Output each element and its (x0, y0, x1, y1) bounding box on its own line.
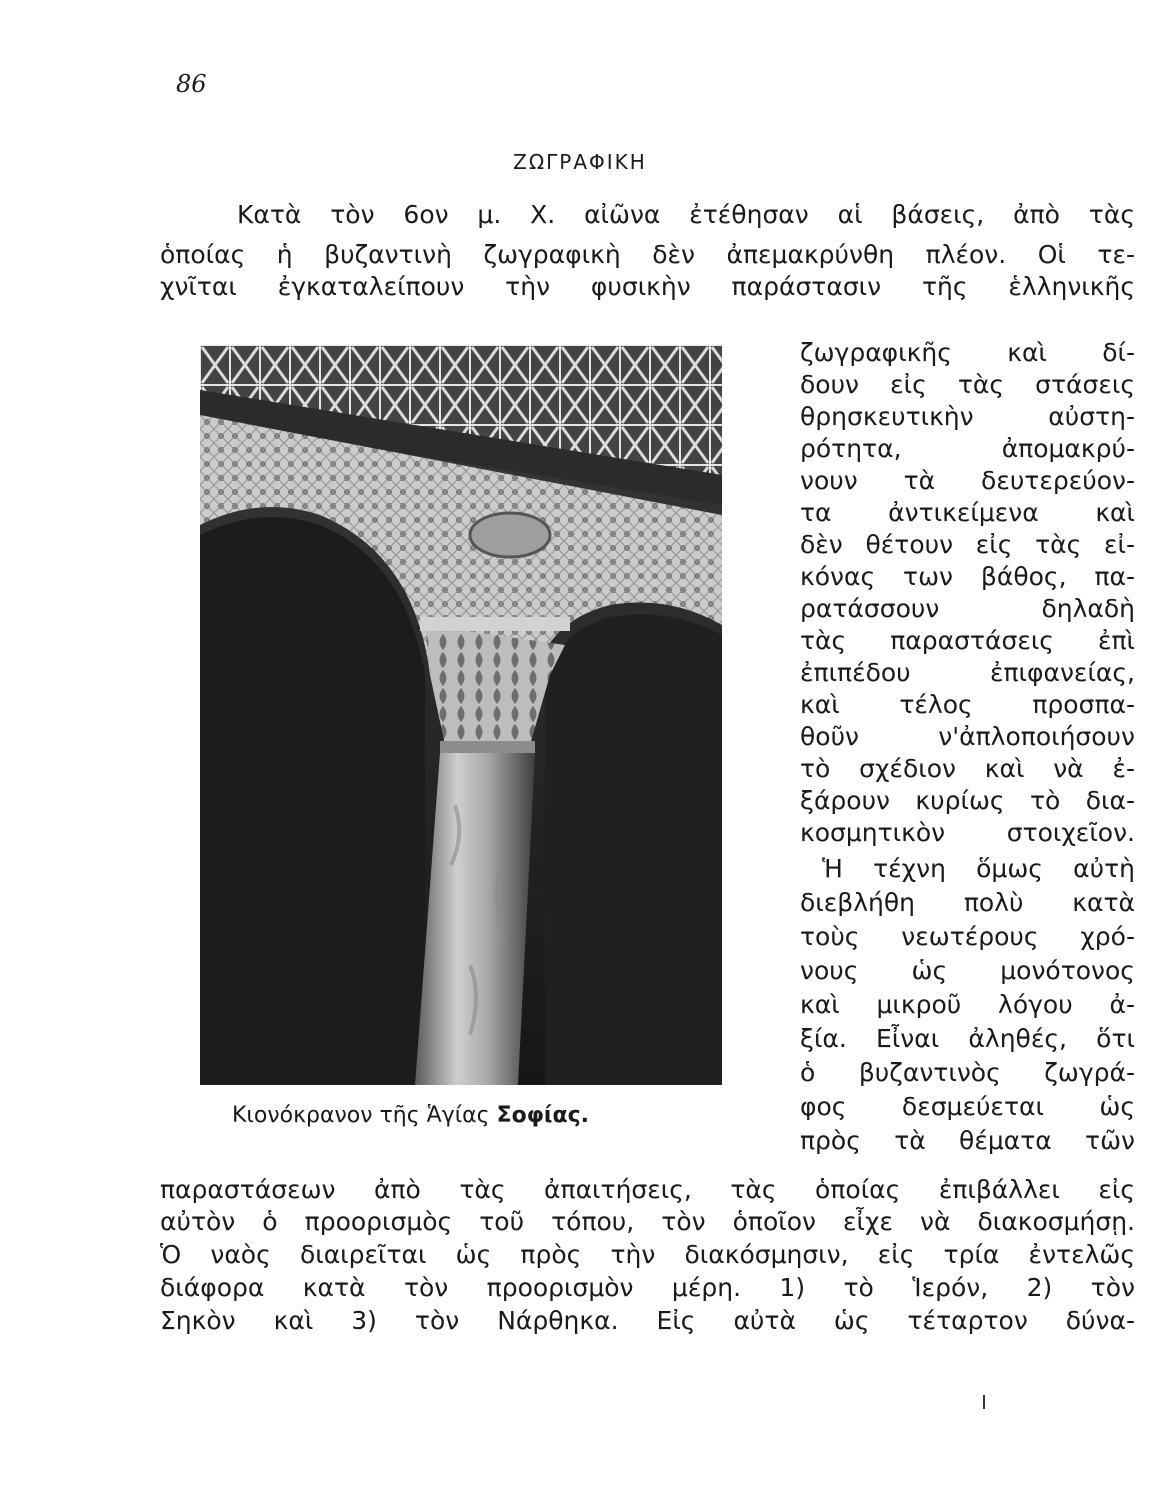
page-number: 86 (176, 70, 207, 98)
column-capital-photo (200, 345, 722, 1085)
body-line: αὐτὸν ὁ προορισμὸς τοῦ τόπου, τὸν ὁποῖον εἶχε νὰ διακοσμήσῃ. (160, 1207, 1135, 1236)
caption-text: Κιονόκρανον τῆς Ἁγίας (232, 1103, 497, 1128)
body-line: κοσμητικὸν στοιχεῖον. (800, 818, 1135, 847)
body-line: τὸ σχέδιον καὶ νὰ ἐ- (800, 754, 1135, 783)
body-line: δὲν θέτουν εἰς τὰς εἰ- (800, 530, 1135, 559)
body-line: τα ἀντικείμενα καὶ (800, 498, 1135, 527)
body-line: ὁ βυζαντινὸς ζωγρά- (800, 1058, 1135, 1087)
body-line: ξία. Εἶναι ἀληθές, ὅτι (800, 1024, 1135, 1053)
body-line: Κατὰ τὸν 6ον μ. Χ. αἰῶνα ἐτέθησαν αἱ βάσεις, ἀπὸ τὰς (237, 200, 1135, 229)
body-line: ζωγραφικῆς καὶ δί- (800, 338, 1135, 367)
body-line: νουν τὰ δευτερεύον- (800, 466, 1135, 495)
body-line: τοὺς νεωτέρους χρό- (800, 922, 1135, 951)
body-line: Ὁ ναὸς διαιρεῖται ὡς πρὸς τὴν διακόσμησιν, εἰς τρία ἐντελῶς (160, 1240, 1135, 1269)
body-line: φος δεσμεύεται ὡς (800, 1092, 1135, 1121)
body-line: καὶ τέλος προσπα- (800, 690, 1135, 719)
body-line: δουν εἰς τὰς στάσεις (800, 370, 1135, 399)
body-line: τὰς παραστάσεις ἐπὶ (800, 626, 1135, 655)
ink-mark (983, 1395, 985, 1409)
body-line: Ἡ τέχνη ὅμως αὐτὴ (822, 854, 1135, 883)
body-line: ἐπιπέδου ἐπιφανείας, (800, 658, 1135, 687)
body-line: νους ὡς μονότονος (800, 956, 1135, 985)
running-head: ΖΩΓΡΑΦΙΚΗ (513, 150, 647, 174)
body-line: θοῦν ν'ἀπλοποιήσουν (800, 722, 1135, 751)
body-line: διάφορα κατὰ τὸν προορισμὸν μέρη. 1) τὸ Ἱερόν, 2) τὸν (160, 1273, 1135, 1302)
body-line: καὶ μικροῦ λόγου ἀ- (800, 990, 1135, 1019)
figure-caption (232, 1103, 589, 1128)
body-line: ὁποίας ἡ βυζαντινὴ ζωγραφικὴ δὲν ἀπεμακρύνθη πλέον. Οἱ τε- (160, 240, 1135, 269)
body-line: διεβλήθη πολὺ κατὰ (800, 888, 1135, 917)
caption-bold-text: Σοφίας. (496, 1103, 589, 1128)
body-line: ρατάσσουν δηλαδὴ (800, 594, 1135, 623)
body-line: Σηκὸν καὶ 3) τὸν Νάρθηκα. Εἰς αὐτὰ ὡς τέταρτον δύνα- (160, 1306, 1135, 1335)
body-line: ξάρουν κυρίως τὸ δια- (800, 786, 1135, 815)
body-line: χνῖται ἐγκαταλείπουν τὴν φυσικὴν παράστασιν τῆς ἑλληνικῆς (160, 272, 1135, 301)
body-line: πρὸς τὰ θέματα τῶν (800, 1126, 1135, 1155)
body-line: θρησκευτικὴν αὐστη- (800, 402, 1135, 431)
body-line: ρότητα, ἀπομακρύ- (800, 434, 1135, 463)
body-line: παραστάσεων ἀπὸ τὰς ἀπαιτήσεις, τὰς ὁποίας ἐπιβάλλει εἰς (160, 1175, 1135, 1204)
body-line: κόνας των βάθος, πα- (800, 562, 1135, 591)
